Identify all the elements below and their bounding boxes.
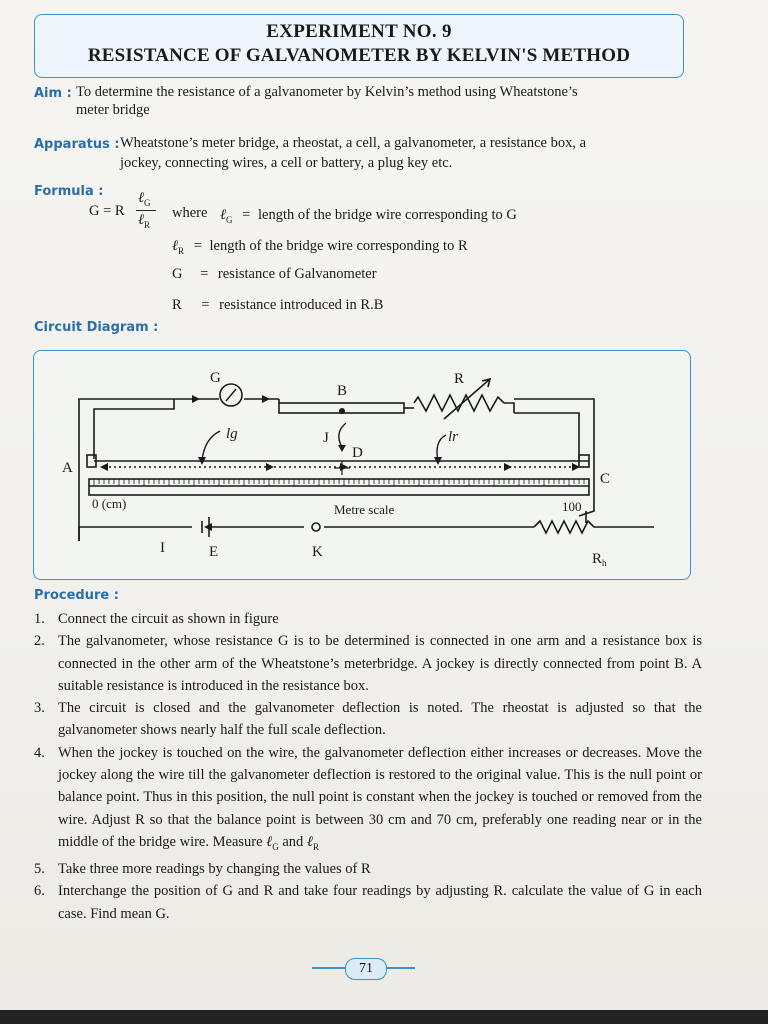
variable-arrow (444, 379, 490, 419)
page-number-line-left (312, 967, 345, 969)
aim-line-2: meter bridge (76, 102, 150, 118)
procedure-step: 1. Connect the circuit as shown in figure (34, 611, 279, 627)
formula-denominator: ℓ$_R$ (138, 212, 151, 230)
page-number: 71 (345, 958, 387, 980)
label-lr: lr (448, 429, 459, 445)
apparatus-label: Apparatus : (34, 137, 120, 152)
resistance-box (414, 395, 504, 411)
def-lg: ℓ$_G$ = length of the bridge wire corresponding to G (220, 207, 517, 225)
procedure-label: Procedure : (34, 588, 119, 603)
formula-lhs: G = R (89, 203, 125, 219)
label-j: J (323, 430, 329, 446)
label-e: E (209, 544, 219, 560)
experiment-title: RESISTANCE OF GALVANOMETER BY KELVIN'S METHOD (87, 45, 631, 66)
aim-line-1: To determine the resistance of a galvanometer by Kelvin’s method using Wheatstone’s (76, 84, 578, 100)
procedure-step: 5. Take three more readings by changing the values of R (34, 861, 371, 878)
formula-label: Formula : (34, 184, 104, 199)
circuit-diagram (33, 350, 691, 580)
def-lr: ℓ$_R$ = length of the bridge wire corresponding to R (172, 238, 468, 256)
scale-ticks (94, 479, 584, 486)
circuit-svg (34, 351, 690, 579)
label-k: K (312, 544, 323, 560)
procedure-step: 6. Interchange the position of G and R and take four readings by adjusting R. calculate the value of G in each case. Find mean G. (34, 883, 702, 922)
label-c: C (600, 471, 611, 487)
label-a: A (62, 460, 73, 476)
wire-left-inner (94, 399, 174, 459)
aim-label: Aim : (34, 86, 72, 101)
page-number-line-right (385, 967, 415, 969)
formula-where: where (172, 205, 208, 221)
label-i: I (160, 540, 165, 556)
procedure-list (34, 608, 702, 925)
def-g: G = resistance of Galvanometer (172, 266, 377, 282)
label-r: R (454, 371, 465, 387)
label-g: G (210, 370, 221, 386)
label-hundred: 100 (562, 499, 582, 514)
experiment-number: EXPERIMENT NO. 9 (266, 21, 452, 42)
label-rh: $R_h$ (592, 551, 607, 568)
procedure-step: 4. When the jockey is touched on the wire, the galvanometer deflection either increases or decreases. Move the jockey along the wire till the galvanometer deflection is restored to the original value. This is the null point or balance point. Thus in this position, the null point is constant when the jockey is touched or removed from the wire. Adjust R so that the balance point is between 30 cm and 70 cm, preferably one reading near or in the middle of the bridge wire. Measure ℓ$_G$ and ℓ$_R$ (34, 744, 702, 852)
fraction-bar (136, 210, 156, 211)
apparatus-line-1: Wheatstone’s meter bridge, a rheostat, a cell, a galvanometer, a resistance box, a (120, 135, 587, 151)
photo-bottom-edge (0, 1010, 768, 1024)
procedure-step: 3. The circuit is closed and the galvanometer deflection is noted. The rheostat is adjusted so that the galvanometer shows nearly half the full scale deflection. (34, 700, 702, 739)
label-metre-scale: Metre scale (334, 502, 395, 517)
label-b: B (337, 383, 348, 399)
label-lg: lg (226, 426, 238, 442)
circuit-label: Circuit Diagram : (34, 320, 159, 335)
label-zero-cm: 0 (cm) (92, 496, 127, 511)
def-r: R = resistance introduced in R.B (172, 297, 384, 313)
point-b (339, 408, 345, 414)
rheostat (534, 521, 654, 533)
label-d: D (352, 445, 363, 461)
apparatus-line-2: jockey, connecting wires, a cell or battery, a plug key etc. (120, 155, 453, 171)
formula-numerator: ℓ$_G$ (138, 190, 151, 208)
experiment-header (34, 14, 684, 78)
procedure-step: 2. The galvanometer, whose resistance G is to be determined is connected in one arm and a resistance box is connected in the other arm of the Wheatstone’s meterbridge. A jockey is directly connected from point B. A suitable resistance is introduced in the resistance box. (34, 633, 702, 694)
